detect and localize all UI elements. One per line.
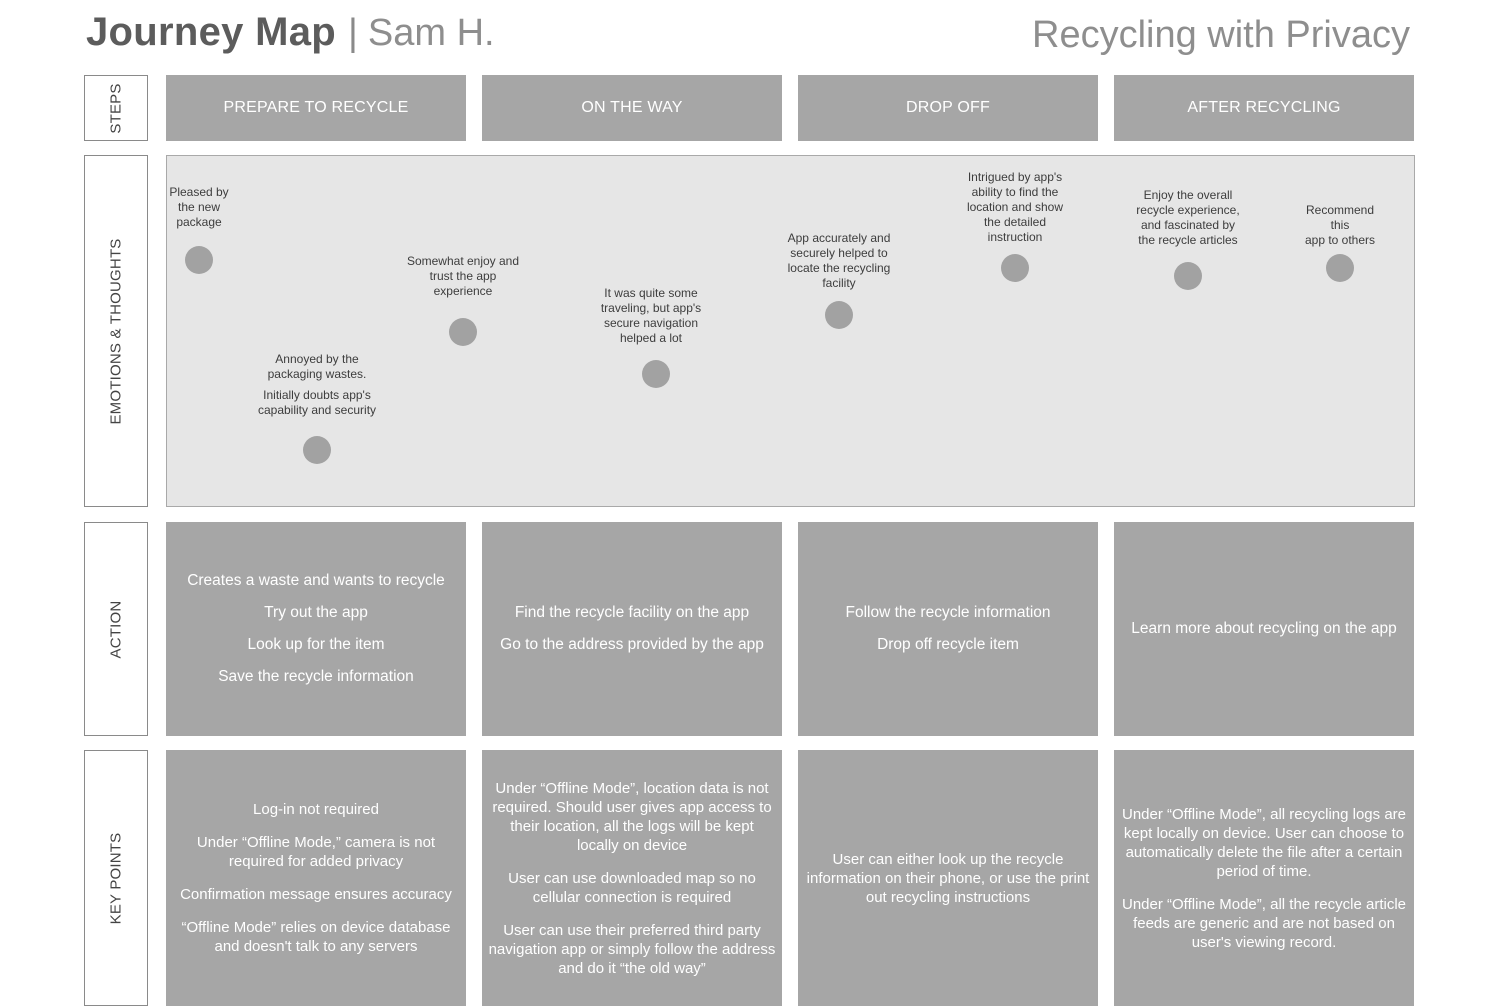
- emotion-text-line: Pleased by: [169, 185, 229, 199]
- action-item: Save the recycle information: [218, 668, 414, 685]
- action-item: Learn more about recycling on the app: [1131, 620, 1397, 637]
- emotion-text: [1303, 203, 1377, 248]
- key-point: Log-in not required: [253, 801, 379, 818]
- step-after-recycling: AFTER RECYCLING: [1114, 75, 1414, 141]
- emotion-text-line: package: [176, 215, 222, 229]
- row-label-key-points-text: KEY POINTS: [107, 832, 125, 924]
- row-label-steps-text: STEPS: [107, 82, 125, 134]
- key-point: Under “Offline Mode”, all the recycle article feeds are generic and are not based on user's viewing record.: [1121, 895, 1406, 951]
- action-box-on-the-way: [482, 522, 782, 736]
- row-label-key-points: [84, 750, 148, 1006]
- action-item: Go to the address provided by the app: [500, 636, 764, 653]
- key-point: Under “Offline Mode”, location data is not required. Should user gives app access to their location, all the logs will be kept locally on device: [492, 779, 772, 854]
- emotion-text: [407, 254, 519, 299]
- emotion-text-line: facility: [822, 276, 856, 290]
- emotion-point: [1326, 254, 1354, 282]
- page-title: [86, 10, 495, 60]
- action-item: Try out the app: [264, 604, 368, 621]
- action-item: Look up for the item: [247, 636, 385, 653]
- action-item: Drop off recycle item: [877, 636, 1019, 653]
- key-points-box-prepare: [166, 750, 466, 1006]
- emotion-text-line: Annoyed by the: [275, 352, 359, 366]
- emotion-text-line: traveling, but app's: [600, 301, 702, 315]
- action-item: Find the recycle facility on the app: [514, 604, 750, 621]
- emotion-text-line: trust the app: [429, 269, 497, 283]
- key-point: “Offline Mode” relies on device database and doesn't talk to any servers: [181, 919, 451, 955]
- action-box-prepare: [166, 522, 466, 736]
- row-label-action-text: ACTION: [107, 600, 125, 658]
- emotion-text-line: the detailed: [983, 215, 1047, 229]
- emotion-text: [169, 185, 228, 230]
- project-title: Recycling with Privacy: [1032, 14, 1410, 56]
- emotion-text-line: experience: [433, 284, 493, 298]
- emotion-text-line: packaging wastes.: [267, 367, 367, 381]
- emotion-text-line: Initially doubts app's: [263, 388, 371, 402]
- row-label-emotions-text: EMOTIONS & THOUGHTS: [107, 237, 125, 425]
- row-label-steps: [84, 75, 148, 141]
- emotion-text-line: secure navigation: [603, 316, 699, 330]
- emotion-text-line: helped a lot: [619, 331, 683, 345]
- emotion-text-line: Recommend this: [1305, 203, 1375, 232]
- action-item: Follow the recycle information: [845, 604, 1051, 621]
- key-points-box-drop-off: [798, 750, 1098, 1006]
- emotion-point: [1001, 254, 1029, 282]
- key-point: User can either look up the recycle information on their phone, or use the print out recycling instructions: [806, 850, 1090, 906]
- key-point: User can use their preferred third party navigation app or simply follow the address and do it “the old way”: [488, 921, 776, 977]
- emotion-point: [303, 436, 331, 464]
- key-point: Under “Offline Mode,” camera is not required for added privacy: [196, 834, 436, 870]
- emotion-text-line: the new: [177, 200, 221, 214]
- emotions-panel: [166, 155, 1415, 507]
- emotion-text-line: Somewhat enjoy and: [406, 254, 520, 268]
- row-label-action: [84, 522, 148, 736]
- emotion-text-line: and fascinated by: [1140, 218, 1236, 232]
- emotion-text: [967, 170, 1063, 245]
- emotion-point: [185, 246, 213, 274]
- key-point: User can use downloaded map so no cellular connection is required: [508, 869, 756, 906]
- journey-map-title: Journey Map: [86, 10, 337, 54]
- emotion-text-line: recycle experience,: [1136, 203, 1240, 217]
- emotion-point: [642, 360, 670, 388]
- step-drop-off: DROP OFF: [798, 75, 1098, 141]
- key-point: Confirmation message ensures accuracy: [180, 886, 452, 903]
- emotion-text: [1136, 188, 1239, 248]
- emotion-text-line: locate the recycling: [787, 261, 891, 275]
- emotion-text-line: app to others: [1304, 233, 1376, 247]
- emotion-text: [601, 286, 701, 346]
- title-separator: |: [348, 12, 358, 54]
- step-prepare-to-recycle: PREPARE TO RECYCLE: [166, 75, 466, 141]
- row-label-emotions: [84, 155, 148, 507]
- emotion-text-line: the recycle articles: [1138, 233, 1238, 247]
- user-name: Sam H.: [367, 12, 495, 54]
- emotion-text-line: location and show: [966, 200, 1064, 214]
- action-box-after-recycling: [1114, 522, 1414, 736]
- emotion-text-line: Enjoy the overall: [1143, 188, 1233, 202]
- emotion-text-line: App accurately and: [787, 231, 891, 245]
- action-item: Creates a waste and wants to recycle: [187, 572, 445, 589]
- emotion-text: [258, 352, 376, 418]
- emotion-text-line: securely helped to: [790, 246, 888, 260]
- action-box-drop-off: [798, 522, 1098, 736]
- emotion-point: [449, 318, 477, 346]
- emotion-text-line: ability to find the: [971, 185, 1059, 199]
- emotion-point: [825, 301, 853, 329]
- key-point: Under “Offline Mode”, all recycling logs are kept locally on device. User can choose to automatically delete the file after a certain period of time.: [1121, 805, 1406, 880]
- key-points-box-after-recycling: [1114, 750, 1414, 1006]
- step-on-the-way: ON THE WAY: [482, 75, 782, 141]
- emotion-text-line: Intrigued by app's: [967, 170, 1063, 184]
- emotion-text-line: capability and security: [257, 403, 377, 417]
- emotion-text-line: instruction: [987, 230, 1043, 244]
- emotion-point: [1174, 262, 1202, 290]
- key-points-box-on-the-way: [482, 750, 782, 1006]
- emotion-text: [788, 231, 891, 291]
- emotion-text-line: It was quite some: [604, 286, 698, 300]
